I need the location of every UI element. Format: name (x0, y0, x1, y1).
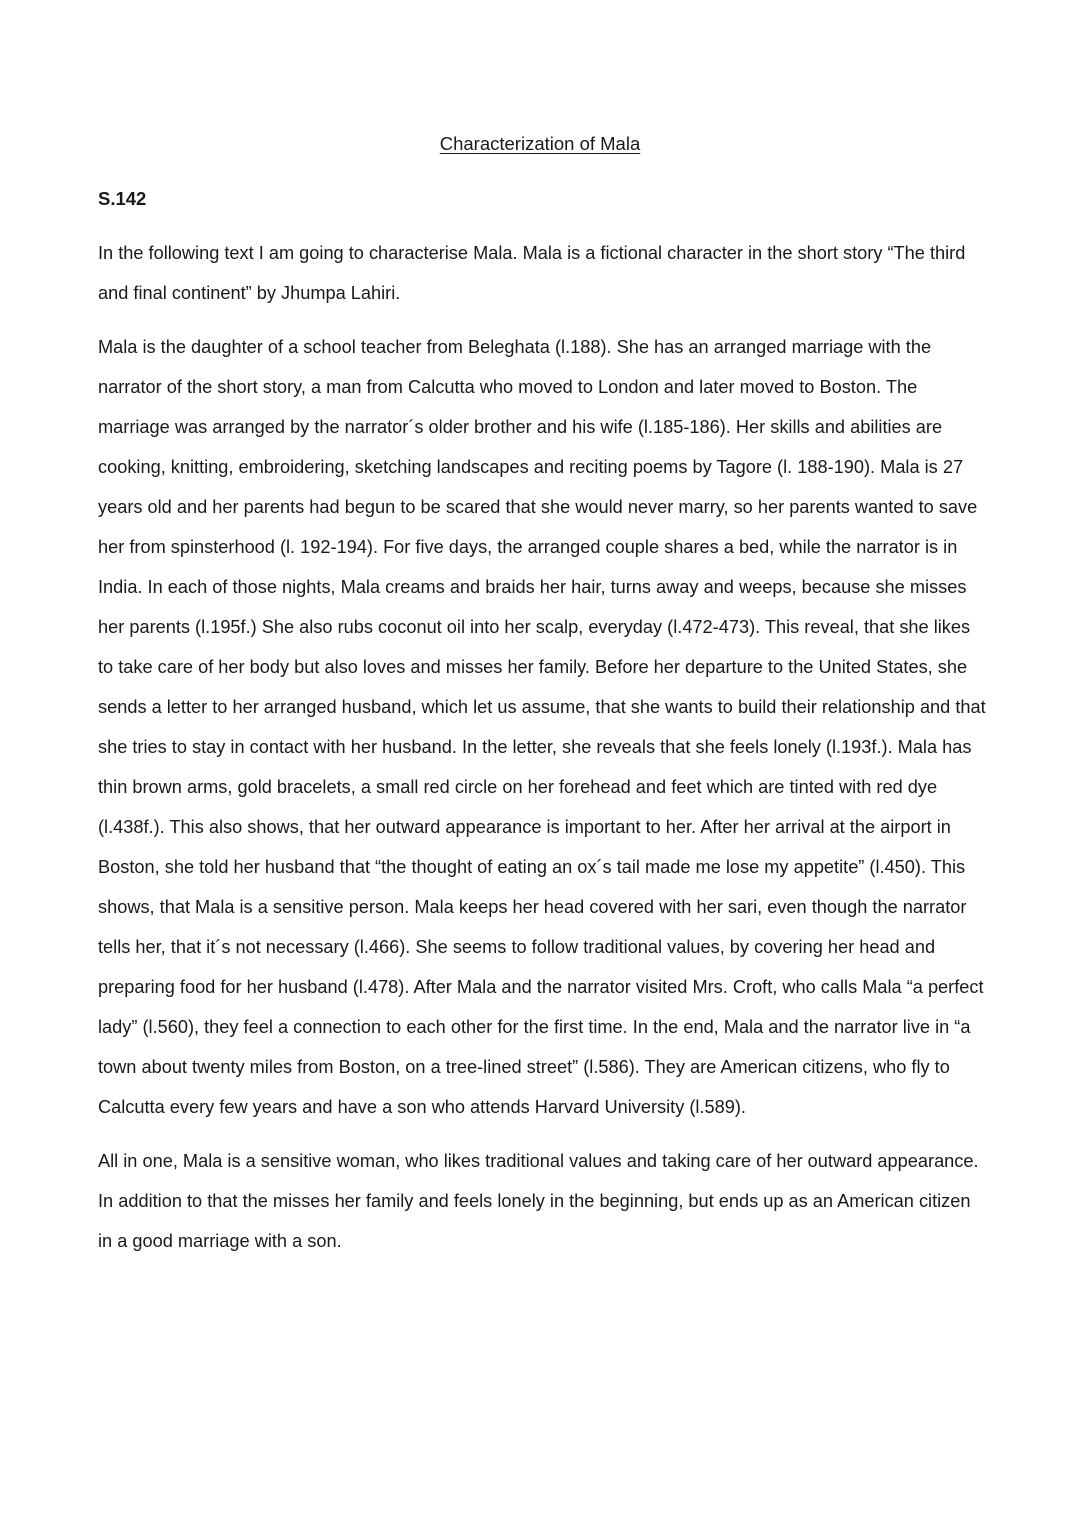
paragraph-intro: In the following text I am going to characterise Mala. Mala is a fictional character in the short story “The third and final continent” by Jhumpa Lahiri. (98, 243, 966, 303)
paragraph-main: Mala is the daughter of a school teacher from Beleghata (l.188). She has an arranged marriage with the narrator of the short story, a man from Calcutta who moved to London and later moved to Boston. The marriage was arranged by the narrator´s older brother and his wife (l.185-186). Her skills and abilities are cooking, knitting, embroidering, sketching landscapes and reciting poems by Tagore (l. 188-190). Mala is 27 years old and her parents had begun to be scared that she would never marry, so her parents wanted to save her from spinsterhood (l. 192-194). For five days, the arranged couple shares a bed, while the narrator is in India. In each of those nights, Mala creams and braids her hair, turns away and weeps, because she misses her parents (l.195f.) She also rubs coconut oil into her scalp, everyday (l.472-473). This reveal, that she likes to take care of her body but also loves and misses her family. Before her departure to the United States, she sends a letter to her arranged husband, which let us assume, that she wants to build their relationship and that she tries to stay in contact with her husband. In the letter, she reveals that she feels lonely (l.193f.). Mala has thin brown arms, gold bracelets, a small red circle on her forehead and feet which are tinted with red dye (l.438f.). This also shows, that her outward appearance is important to her. After her arrival at the airport in Boston, she told her husband that “the thought of eating an ox´s tail made me lose my appetite” (l.450). This shows, that Mala is a sensitive person. Mala keeps her head covered with her sari, even though the narrator tells her, that it´s not necessary (l.466). She seems to follow traditional values, by covering her head and preparing food for her husband (l.478). After Mala and the narrator visited Mrs. Croft, who calls Mala “a perfect lady” (l.560), they feel a connection to each other for the first time. In the end, Mala and the narrator live in “a town about twenty miles from Boston, on a tree-lined street” (l.586). They are American citizens, who fly to Calcutta every few years and have a son who attends Harvard University (l.589). (98, 337, 986, 1117)
paragraph-conclusion: All in one, Mala is a sensitive woman, who likes traditional values and taking care of her outward appearance. In addition to that the misses her family and feels lonely in the beginning, but ends up as an American citizen in a good marriage with a son. (98, 1151, 979, 1251)
section-label: S.142 (98, 188, 147, 209)
document-body (98, 233, 988, 1275)
document-title: Characterization of Mala (439, 133, 641, 154)
document-title-container (0, 131, 1080, 157)
